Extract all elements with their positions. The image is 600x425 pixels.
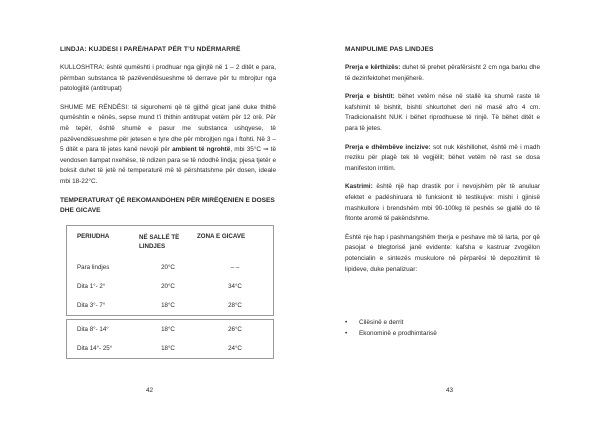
teeth-clipping-paragraph xyxy=(345,143,540,175)
umbilical-cord-term: Prerja e kërthizës: xyxy=(345,64,401,71)
teeth-clipping-term: Prerja e dhëmbëve incizive: xyxy=(345,143,431,151)
temperature-table xyxy=(66,225,274,316)
zone-temp-cell: 28°C xyxy=(228,301,242,309)
tail-docking-paragraph xyxy=(345,92,540,134)
list-item: • Ekonominë e prodhimtarisë xyxy=(345,328,540,339)
zone-temp-cell: – – xyxy=(230,263,240,271)
page-number-right: 43 xyxy=(446,387,454,394)
table-row xyxy=(67,277,273,296)
zone-temp-cell: 24°C xyxy=(228,344,242,352)
table-row xyxy=(67,296,273,315)
period-cell: Dita 14°- 25° xyxy=(77,344,113,352)
importance-text-start: SHUME ME RËNDËSI: të sigurohemi që të gjithë gicat janë duke thithë qumështin e nënës, sepse mund t’i thithin antitrupat vetëm për 12 orë. Për më tepër, është shumë e pasur me substanca ushqyese, të pazëvendësueshme për jetesen e tyre dhe për mbrojtjen nga i ftohti. Në 3 – 5 ditët e para të jetes kanë nevojë për xyxy=(60,103,276,154)
list-item: • Cilësinë e derrit xyxy=(345,317,540,328)
right-page-heading: MANIPULIME PAS LINDJES xyxy=(345,46,434,53)
page-number-left: 42 xyxy=(146,387,154,394)
warm-environment-emphasis: ambient të ngrohtë xyxy=(172,146,231,154)
table-row xyxy=(67,339,273,358)
zone-temp-cell: 26°C xyxy=(228,325,242,333)
temperature-subheading: TEMPERATURAT QË REKOMANDOHEN PËR MIRËQENIEN E DOSES DHE GICAVE xyxy=(60,196,275,215)
tail-docking-text: bëhet vetëm nëse në stallë ka shumë raste të kafshimit të bishtit, bishti shkurtohet deri në masë afro 4 cm. Tradicionalisht NUK i bëhet riprodhuese të rinjë. Të bëhet ditët e para të jetes. xyxy=(345,93,540,132)
room-temp-cell: 18°C xyxy=(161,325,175,333)
importance-text-end: , mbi 35°C ⇒ të vendosen llampat nxehëse, të ndizen para se të ndodhë lindja; pjesa tjetër e boksit duhet të jetë në temperaturë më të përshtatshme për dosen, ideale mbi 18-22°C. xyxy=(60,146,277,185)
importance-paragraph xyxy=(60,103,276,188)
room-temp-cell: 18°C xyxy=(161,301,175,309)
header-period: PERIUDHA xyxy=(77,232,110,240)
castration-term: Kastrimi: xyxy=(345,183,373,191)
umbilical-cord-paragraph xyxy=(345,63,540,84)
right-page xyxy=(300,0,600,425)
header-piglet-zone: ZONA E GICAVE xyxy=(197,232,246,240)
umbilical-cord-text: duhet të prehet përafërsisht 2 cm nga barku dhe të dezinfektohet menjëherë. xyxy=(345,64,541,82)
table-row xyxy=(67,320,273,339)
period-cell: Dita 8°- 14° xyxy=(77,325,109,333)
teeth-clipping-text: sot nuk këshillohet, është më i madh rreziku për plagë tek të vegjëlit; bëhet vetëm në rast se dosa manifeston irritim. xyxy=(345,143,540,172)
left-page-heading: LINDJA: KUJDESI I PARË/HAPAT PËR T’U NDËRMARRË xyxy=(60,46,241,53)
table-row xyxy=(67,258,273,277)
period-cell: Dita 1°- 2° xyxy=(77,282,106,290)
room-temp-cell: 20°C xyxy=(161,282,175,290)
header-birth-room: NË SALLË TË LINDJES xyxy=(139,233,180,250)
room-temp-cell: 20°C xyxy=(161,263,175,271)
slaughter-paragraph: Është nje hap i pashmangshëm therja e peshave më të larta, por që pasojat e blegtorisë janë evidente: kafsha e kastruar zvogëlon potencialin e sintezës muskulore në përparësi të depozitimit të lipideve, duke penalizuar: xyxy=(345,233,540,273)
room-temp-cell: 18°C xyxy=(161,344,175,352)
castration-text: është një hap drastik por i nevojshëm për të anuluar efektet e padëshiruara të funksionit të testikujve: mishi i gjinisë mashkullore i brendshëm mbi 90-100kg të peshës se gjallë do të fitonte aromë të pakëndshme. xyxy=(345,183,540,223)
temperature-table-continued xyxy=(66,319,274,359)
period-cell: Dita 3°- 7° xyxy=(77,301,106,309)
castration-paragraph xyxy=(345,182,540,224)
kullostra-paragraph: KULLOSHTRA: është qumështi i prodhuar nga gjinjtë në 1 – 2 ditët e para, përmban substanca të pazëvendësueshme të derrave për tu mbrojtur nga patologjitë (antitrupat) xyxy=(60,64,276,93)
zone-temp-cell: 34°C xyxy=(228,282,242,290)
period-cell: Para lindjes xyxy=(77,263,110,271)
penalties-list xyxy=(345,317,540,339)
tail-docking-term: Prerja e bishtit: xyxy=(345,93,395,101)
table-header-row xyxy=(67,226,273,258)
